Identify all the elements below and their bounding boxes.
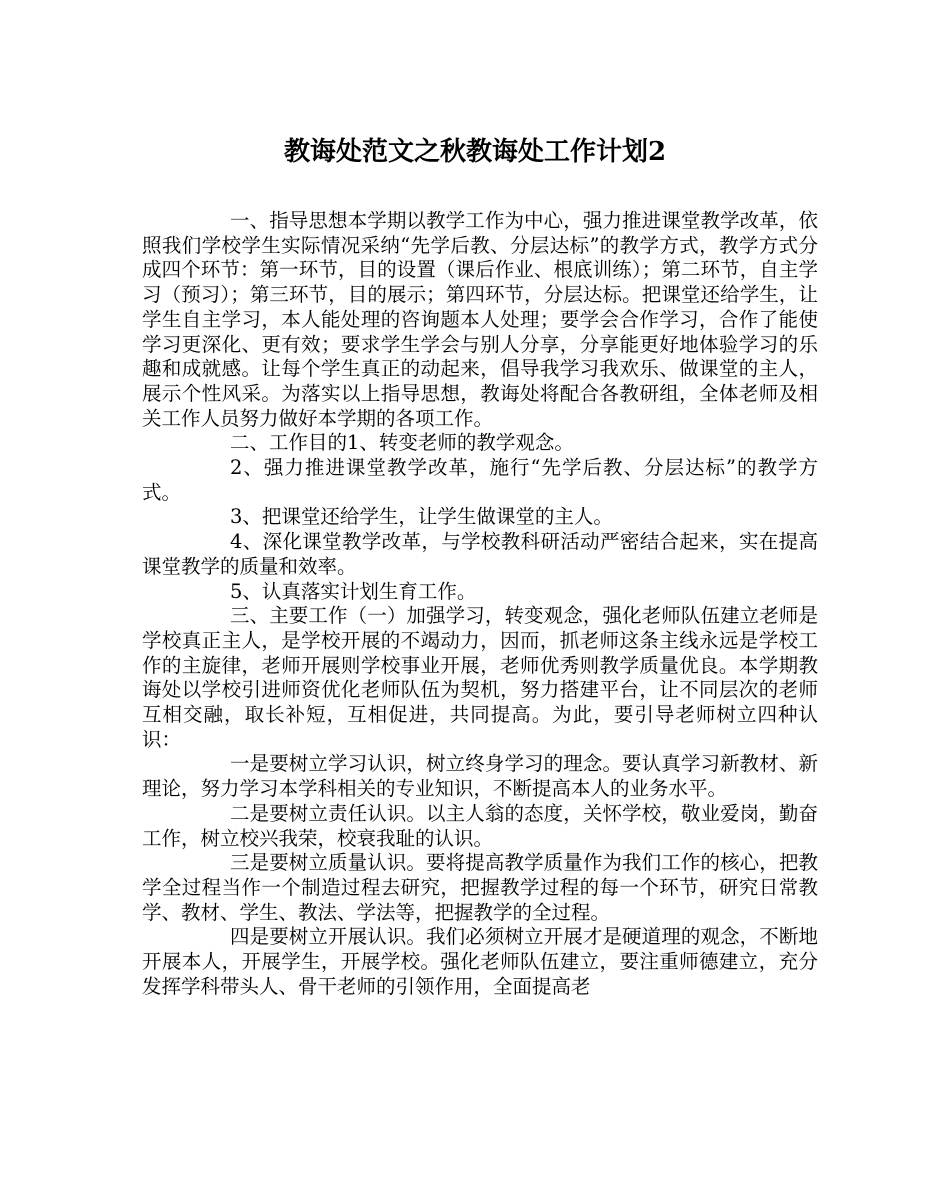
paragraph-awareness-responsibility: 二是要树立责任认识。以主人翁的态度，关怀学校，敬业爱岗，勤奋工作，树立校兴我荣，校衰我耻的认识。 [142, 801, 818, 850]
paragraph-goal-3: 3、把课堂还给学生，让学生做课堂的主人。 [230, 505, 613, 529]
document-title: 教诲处范文之秋教诲处工作计划2 [283, 137, 667, 167]
paragraph-awareness-learning: 一是要树立学习认识，树立终身学习的理念。要认真学习新教材、新理论，努力学习本学科相关的专业知识，不断提高本人的业务水平。 [142, 752, 818, 801]
paragraph-awareness-quality: 三是要树立质量认识。要将提高教学质量作为我们工作的核心，把教学全过程当作一个制造过程去研究，把握教学过程的每一个环节，研究日常教学、教材、学生、教法、学法等，把握教学的全过程。 [142, 851, 818, 924]
paragraph-goal-2: 2、强力推进课堂教学改革，施行“先学后教、分层达标”的教学方式。 [142, 456, 818, 504]
paragraph-guiding-ideology: 一、指导思想本学期以教学工作为中心，强力推进课堂教学改革，依照我们学校学生实际情况采纳“先学后教、分层达标”的教学方式，教学方式分成四个环节：第一环节，目的设置（课后作业、根底训练）；第二环节，自主学习（预习）；第三环节，目的展示；第四环节，分层达标。把课堂还给学生，让学生自主学习，本人能处理的咨询题本人处理；要学会合作学习，合作了能使学习更深化、更有效；要求学生学会与别人分享，分享能更好地体验学习的乐趣和成就感。让每个学生真正的动起来，倡导我学习我欢乐、做课堂的主人，展示个性风采。为落实以上指导思想，教诲处将配合各教研组，全体老师及相关工作人员努力做好本学期的各项工作。 [142, 209, 818, 430]
paragraph-goal-4: 4、深化课堂教学改革，与学校教科研活动严密结合起来，实在提高课堂教学的质量和效率。 [142, 530, 818, 578]
paragraph-work-goals: 二、工作目的1、转变老师的教学观念。 [230, 431, 574, 455]
paragraph-awareness-development: 四是要树立开展认识。我们必须树立开展才是硬道理的观念，不断地开展本人，开展学生，开展学校。强化老师队伍建立，要注重师德建立，充分发挥学科带头人、骨干老师的引领作用，全面提高老 [142, 925, 818, 998]
document-body [142, 209, 818, 1000]
paragraph-goal-5: 5、认真落实计划生育工作。 [230, 579, 477, 603]
paragraph-main-work: 三、主要工作（一）加强学习，转变观念，强化老师队伍建立老师是学校真正主人，是学校开展的不竭动力，因而，抓老师这条主线永远是学校工作的主旋律，老师开展则学校事业开展，老师优秀则教学质量优良。本学期教诲处以学校引进师资优化老师队伍为契机，努力搭建平台，让不同层次的老师互相交融，取长补短，互相促进，共同提高。为此，要引导老师树立四种认识： [142, 604, 818, 751]
